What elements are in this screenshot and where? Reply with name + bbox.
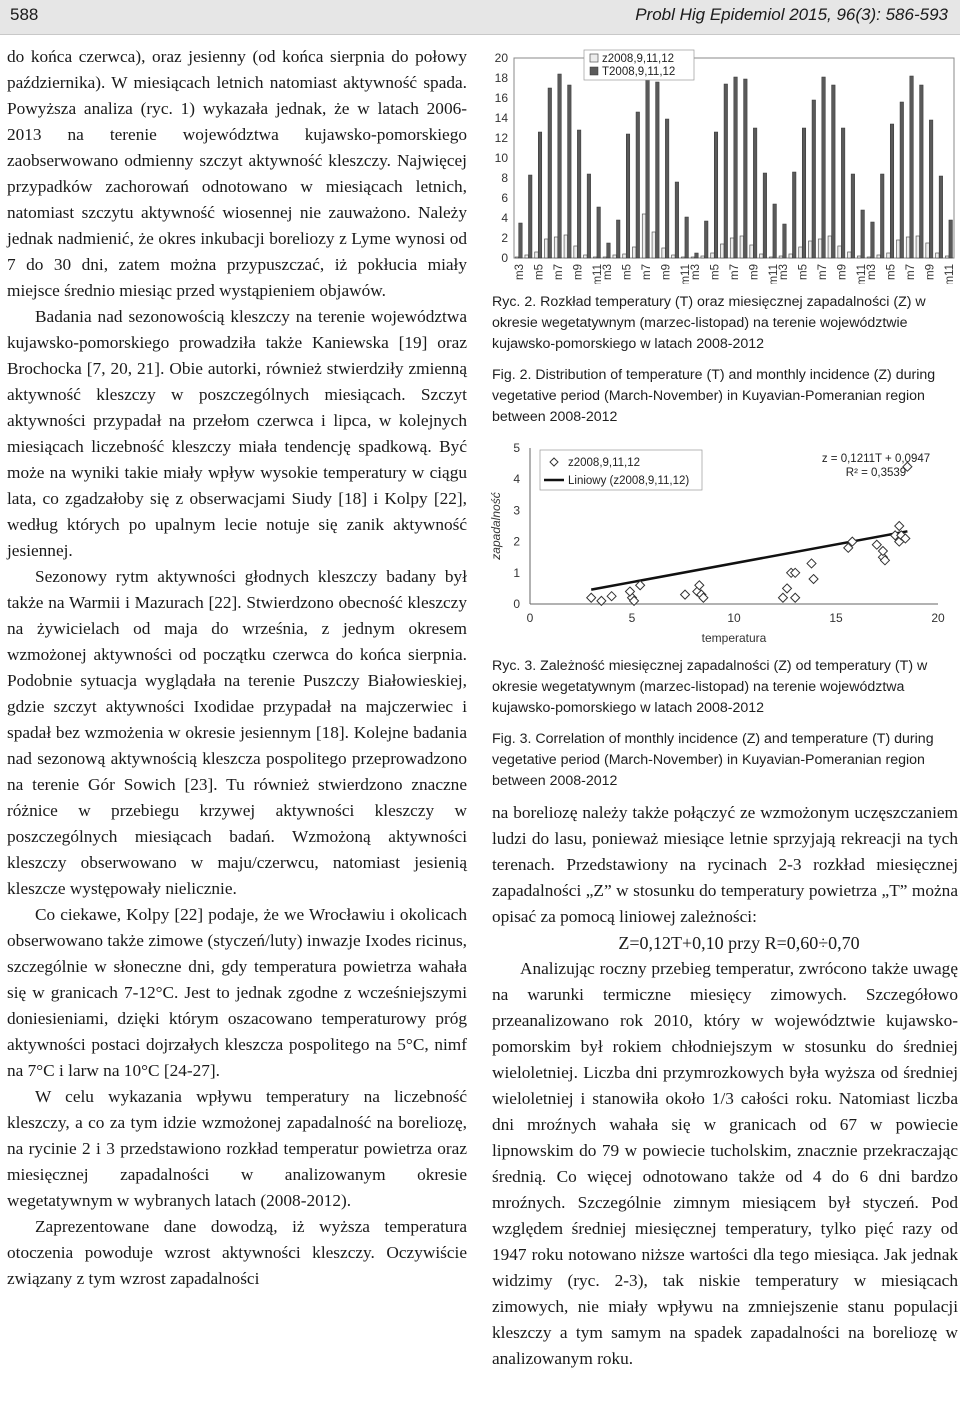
z-bar [779,256,783,258]
z-bar [642,214,646,258]
paragraph: W celu wykazania wpływu temperatury na liczebność kleszczy, a co za tym idzie wzmożonej zapadalność na boreliozę, na rycinie 2 i 3 przedstawiono rozkład temperatur powietrza oraz miesięcznej zapadalności w analizowanym okresie wegetatywnym w wybranych latach (2008-2012). [7,1087,467,1210]
legend-swatch-z [590,54,598,62]
figure-3-caption [492,656,958,792]
z-bar [603,257,607,258]
data-point [783,584,792,593]
paragraph: Badania nad sezonowością kleszczy na terenie województwa kujawsko-pomorskiego prowadziła także Kaniewska [19] oraz Brochocka [7, 20, 21]. Obie autorki, również stwierdziły zmienną aktywność kleszczy w poszczególnych miesiącach. Szczyt aktywności przypadał na przełom czerwca i lipca, w kolejnych miesiącach liczebność kleszczy miała tendencję spadkową. Być może na wyniki takie miały wpływ wysokie temperatury w ciągu lata, co zgadzałoby się z obserwacjami Siudy [18] i Kolpy [22], według których po upalnym lecie notuje się zanik aktywność jesiennej. [7,307,467,560]
x-tick-label: m11 [592,264,605,284]
z-bar [554,237,558,258]
z-bar [613,255,617,258]
t-bar [753,128,757,258]
right-column [492,800,958,1372]
y-tick-label: 4 [501,211,508,225]
page-number: 588 [10,5,39,24]
t-bar [519,223,523,258]
t-bar [714,132,718,258]
x-tick-label: m9 [572,264,585,280]
z-bar [906,237,910,258]
paragraph: na boreliozę należy także połączyć ze wzmożonym uczęszczaniem ludzi do lasu, ponieważ miesiące letnie sprzyjają rekreacji na tych terenach. Przedstawiony na rycinach 2-3 rozkład miesięcznej zapadalności „Z” w stosunku do temperatury powietrza „T” można opisać za pomocą liniowej zależności: [492,803,958,926]
fig2-caption-en: Fig. 2. Distribution of temperature (T) and monthly incidence (Z) during vegetative period (March-November) in Kuyavian-Pomeranian region between 2008-2012 [492,367,936,425]
t-bar [929,120,933,258]
x-tick-label: 10 [727,611,741,625]
fig3-caption-pl: Ryc. 3. Zależność miesięcznej zapadalności (Z) od temperatury (T) w okresie wegetatywnym (marzec-listopad) na terenie województwa kujawsko-pomorskiego w latach 2008-2012 [492,658,928,716]
z-bar [877,255,881,258]
y-tick-label: 18 [494,71,508,85]
x-tick-label: 5 [628,611,636,625]
z-bar [887,253,891,258]
x-tick-label: m9 [748,264,761,280]
t-bar [568,85,572,258]
t-bar [832,85,836,258]
z-bar [623,254,627,258]
z-bar [867,257,871,258]
z-bar [769,257,773,258]
t-bar [675,182,679,258]
legend-label-z: z2008,9,11,12 [602,53,675,65]
z-bar [633,247,637,258]
paragraph: Sezonowy rytm aktywności głodnych kleszczy badany był także na Warmii i Mazurach [22]. Stwierdzono obecność kleszczy na żywicielach od maja do września, z jednym okresem wzmożonej aktywności od początku czerwca do końca sierpnia. Podobnie sytuacja wyglądała na terenie Puszczy Białowieskiej, gdzie szczyt aktywności Ixodidae przypadał na majczerwiec i spadał bez wzmożenia w okresie jesiennym [18]. Kolejne badania nad sezonową aktywnością kleszcza pospolitego przeprowadzono na terenie Gór Sowich [23]. Tu również stwierdzono znaczne różnice w przebiegu krzywej aktywności kleszczy w poszczególnych miesiącach badań. Wzmożoną aktywności kleszczy obserwowano w maju/czerwcu, natomiast jesienią kleszcze występowały nielicznie. [7,567,467,898]
t-bar [939,176,943,258]
y-tick-label: 2 [513,534,520,549]
figure-2 [488,44,958,289]
equation: Z=0,12T+0,10 przy R=0,60÷0,70 [618,933,860,953]
z-bar [593,257,597,258]
paragraph: Zaprezentowane dane dowodzą, iż wyższa temperatura otoczenia powoduje wzrost aktywności kleszczy. Oczywiście związany z tym wzrost zapadalności [7,1217,467,1288]
z-bar [799,247,803,258]
journal-citation: Probl Hig Epidemiol 2015, 96(3): 586-593 [635,5,948,24]
z-bar [545,239,549,258]
t-bar [744,79,748,258]
t-bar [587,174,591,258]
z-bar [740,236,744,258]
x-tick-label: m3 [689,264,702,280]
t-bar [646,73,650,258]
data-point [872,540,881,549]
paragraph: do końca czerwca), oraz jesienny (od końca sierpnia do połowy października). W miesiącach letnich natomiast aktywność spada. Powyższa analiza (ryc. 1) wykazała jednak, że w latach 2006-2013 na terenie województwa kujawsko-pomorskiego zaobserwowano odmienny szczyt aktywność kleszczy. Najwięcej przypadków zachorowań odnotowano w miesiącach letnich, natomiast szczytu aktywność wiosennej nie zauważono. Należy jednak nadmienić, że okres inkubacji boreliozy z Lyme wynosi od 7 do 30 dni, zatem można przypuszczać, iż pokłucia miały miejsce średnio miesiąc przed wystąpieniem objawów. [7,47,467,300]
t-bar [822,77,826,258]
y-tick-label: 0 [513,597,520,611]
data-point [895,522,904,531]
z-bar [711,253,715,258]
y-tick-label: 12 [494,131,508,145]
z-bar [838,246,842,258]
fig2-bar-chart [488,44,958,284]
t-bar [724,84,728,258]
legend-label-line: Liniowy (z2008,9,11,12) [568,475,690,487]
t-bar [597,207,601,258]
t-bar [900,102,904,258]
y-tick-label: 5 [513,441,520,455]
x-tick-label: m3 [513,264,526,280]
z-bar [936,253,940,258]
t-bar [734,77,738,258]
x-tick-label: m11 [856,264,869,284]
x-tick-label: m5 [533,264,546,280]
data-point [807,559,816,568]
data-point [681,590,690,599]
x-tick-label: m3 [777,264,790,280]
t-bar [920,85,924,258]
z-bar [574,246,578,258]
z-bar [809,241,813,258]
figure-3 [488,438,958,655]
t-bar [773,204,777,258]
t-bar [558,74,562,258]
x-tick-label: 20 [931,611,945,625]
y-tick-label: 4 [513,472,520,487]
t-bar [607,243,611,258]
x-tick-label: m3 [865,264,878,280]
fig3-caption-en: Fig. 3. Correlation of monthly incidence (Z) and temperature (T) during vegetative period (March-November) in Kuyavian-Pomeranian region between 2008-2012 [492,731,934,789]
z-bar [721,244,725,258]
z-bar [760,254,764,258]
x-axis-title: temperatura [701,631,767,645]
legend-swatch-t [590,67,598,75]
z-bar [926,243,930,258]
left-column [7,44,467,1292]
y-tick-label: 2 [501,231,508,245]
z-bar [857,256,861,258]
data-point [878,546,887,555]
t-bar [656,82,660,258]
z-bar [652,232,656,258]
t-bar [851,174,855,258]
t-bar [871,222,875,258]
z-bar [818,239,822,258]
z-bar [564,235,568,258]
t-bar [763,173,767,258]
paragraph: Analizując roczny przebieg temperatur, zwrócono także uwagę na warunki termiczne miesięcy zimowych. Szczegółowo przeanalizowano rok 2010, który w województwie kujawsko-pomorskim był rokiem chłodniejszym w stosunku do średniej wieloletniej. Liczba dni przymrozkowych była wyższa od średniej wieloletniej i stanowiła około 1/3 całości roku. Natomiast liczba dni mroźnych wahała się w granicach od 67 w powiecie lipnowskim do 79 w powiecie tucholskim, znacznie przekraczając średnią. Co więcej odnotowano także od 4 do 6 dni bardzo mroźnych. Szczególnie zimnym miesiącem był styczeń. Pod względem średniej miesięcznej temperatury, tylko pięć razy od 1947 roku notowano niższe wartości dla tego miesiąca. Jak jednak widzimy (ryc. 2-3), tak niskie temperatury w miesiącach zimowych, nie miały wpływu na zmniejszenie stanu populacji kleszczy a tym samym na spadek zapadalności na boreliozę w analizowanym roku. [492,959,958,1368]
fig2-caption-pl: Ryc. 2. Rozkład temperatury (T) oraz miesięcznej zapadalności (Z) w okresie wegetatywnym (marzec-listopad) na terenie województwie kujawsko-pomorskiego w latach 2008-2012 [492,294,926,352]
x-tick-label: m7 [729,264,741,280]
z-bar [672,255,676,258]
t-bar [812,100,816,258]
t-bar [636,112,640,258]
t-bar [538,132,542,258]
z-bar [828,236,832,258]
y-tick-label: 14 [494,111,508,125]
x-tick-label: m11 [768,264,781,284]
z-bar [691,257,695,258]
t-bar [616,220,620,258]
t-bar [910,76,914,258]
t-bar [548,88,552,258]
t-bar [949,220,953,258]
t-bar [890,124,894,258]
data-point [809,575,818,584]
t-bar [792,172,796,258]
x-tick-label: m7 [641,264,653,280]
y-tick-label: 0 [501,251,508,265]
x-tick-label: m7 [817,264,829,280]
t-bar [685,217,689,258]
x-tick-label: m5 [885,264,898,280]
z-bar [789,254,793,258]
y-tick-label: 3 [513,503,520,518]
z-bar [662,248,666,258]
z-bar [916,236,920,258]
y-tick-label: 1 [513,565,520,580]
z-bar [848,252,852,258]
z-bar [897,240,901,258]
t-bar [665,119,669,258]
x-tick-label: m3 [601,264,614,280]
x-tick-label: m7 [905,264,917,280]
z-bar [515,257,519,258]
x-tick-label: m5 [621,264,634,280]
data-point [587,593,596,602]
x-tick-label: m11 [680,264,693,284]
t-bar [704,221,708,258]
x-tick-label: m9 [660,264,673,280]
z-bar [681,257,685,258]
regression-line [591,531,907,589]
t-bar [626,134,630,258]
page-header [0,0,960,35]
x-tick-label: m9 [924,264,937,280]
z-bar [535,252,539,258]
t-bar [528,175,532,258]
figure-2-caption [492,292,958,428]
t-bar [802,128,806,258]
legend-label-t: T2008,9,11,12 [602,66,676,78]
data-point [778,593,787,602]
z-bar [525,255,529,258]
data-point [791,593,800,602]
t-bar [841,128,845,258]
z-bar [584,255,588,258]
y-tick-label: 16 [494,91,508,105]
z-bar [730,238,734,258]
fig3-scatter-chart [488,438,958,650]
x-tick-label: m5 [709,264,722,280]
t-bar [880,174,884,258]
data-point [607,592,616,601]
z-bar [945,256,949,258]
y-tick-label: 20 [494,51,508,65]
paragraph: Co ciekawe, Kolpy [22] podaje, że we Wrocławiu i okolicach obserwowano także zimowe (styczeń/luty) inwazje Ixodes ricinus, szczególnie w słoneczne dni, gdy temperatura powietrza wahała się w granicach 7-12°C. Jest to jednak zgodne z wcześniejszymi doniesieniami, dzięki którym oszacowano temperaturowy próg aktywności postaci dojrzałych kleszcza pospolitego na 5°C, nimf na 7°C i larw na 10°C [24-27]. [7,905,467,1080]
y-axis-title: zapadalność [489,492,503,560]
t-bar [783,224,787,258]
x-tick-label: m7 [553,264,565,280]
x-tick-label: m11 [944,264,957,284]
t-bar [861,210,865,258]
r-squared-label: R² = 0,3539 [845,467,907,479]
x-tick-label: m9 [836,264,849,280]
y-tick-label: 10 [494,151,508,165]
legend-label-points: z2008,9,11,12 [568,457,641,469]
t-bar [695,253,699,258]
x-tick-label: 15 [829,611,843,625]
z-bar [701,256,705,258]
x-tick-label: 0 [526,611,534,625]
t-bar [577,130,581,258]
x-tick-label: m5 [797,264,810,280]
y-tick-label: 6 [501,191,508,205]
z-bar [750,245,754,258]
y-tick-label: 8 [501,171,508,185]
regression-equation: z = 0,1211T + 0,0947 [821,453,931,465]
